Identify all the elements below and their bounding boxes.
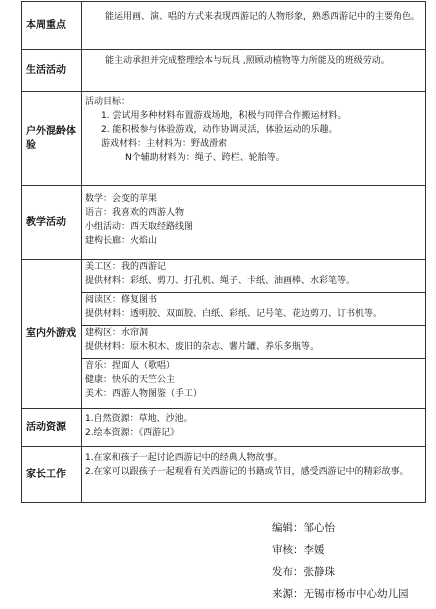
outdoor-line: 1. 尝试用多种材料布置游戏场地，积极与同伴合作搬运材料。 [101, 111, 347, 121]
outdoor-line: 活动目标： [85, 97, 131, 107]
indoor-area-building [82, 326, 426, 359]
row-resources [22, 409, 426, 447]
indoor-line: 美工区：我的西游记 [85, 262, 167, 272]
label-outdoor: 户外混龄体验 [22, 92, 82, 186]
outdoor-line: 游戏材料：主材料为：野战滑索 [101, 139, 228, 149]
content-teaching [82, 186, 426, 260]
row-indoor-area-3 [22, 326, 426, 359]
indoor-line: 阅读区：修复图书 [85, 295, 158, 305]
label-teaching: 教学活动 [22, 186, 82, 260]
teaching-line: 语言：我喜欢的西游人物 [85, 208, 185, 218]
editor-credit: 编辑：邹心怡 [272, 522, 335, 534]
indoor-line: 建构区：水帘洞 [85, 328, 149, 338]
outdoor-line: N个辅助材料为：绳子、跨栏、轮胎等。 [125, 153, 285, 163]
source-credit: 来源：无锡市杨市中心幼儿园 [272, 588, 409, 600]
indoor-line: 提供材料：原木积木、废旧的杂志、薯片罐、养乐多瓶等。 [85, 342, 320, 352]
label-indoor: 室内外游戏 [22, 260, 82, 409]
indoor-line: 音乐：捏面人（歌唱） [85, 361, 176, 371]
publisher-credit: 发布：张静珠 [272, 566, 335, 578]
row-teaching [22, 186, 426, 260]
indoor-area-art [82, 260, 426, 293]
row-focus [22, 2, 426, 50]
content-resources [82, 409, 426, 447]
row-indoor-area-4 [22, 359, 426, 409]
teaching-line: 小组活动：西天取经路线图 [85, 222, 194, 232]
resources-line: 1.自然资源：草地、沙池。 [85, 414, 193, 424]
life-text: 能主动承担并完成整理绘本与玩具 ,照顾动植物等力所能及的班级劳动。 [105, 56, 390, 66]
content-outdoor [82, 92, 426, 186]
indoor-area-reading [82, 293, 426, 326]
indoor-line: 健康：快乐的天竺公主 [85, 375, 176, 385]
resources-line: 2.绘本资源：《西游记》 [85, 428, 180, 438]
content-focus [82, 2, 426, 50]
indoor-line: 提供材料：透明胶、双面胶、白纸、彩纸、记号笔、花边剪刀、订书机等。 [85, 309, 383, 319]
outdoor-line: 2. 能积极参与体验游戏，动作协调灵活，体验运动的乐趣。 [101, 125, 338, 135]
row-parents [22, 447, 426, 503]
credits-block [272, 517, 409, 605]
label-focus: 本周重点 [22, 2, 82, 50]
row-indoor-area-2 [22, 293, 426, 326]
content-parents [82, 447, 426, 503]
content-life [82, 50, 426, 92]
row-indoor-area-1 [22, 260, 426, 293]
teaching-line: 数学：会变的苹果 [85, 194, 158, 204]
label-life: 生活活动 [22, 50, 82, 92]
indoor-line: 提供材料：彩纸、剪刀、打孔机、绳子、卡纸、油画棒、水彩笔等。 [85, 276, 356, 286]
row-life [22, 50, 426, 92]
parents-line: 2.在家可以跟孩子一起观看有关西游记的书籍或节目，感受西游记中的精彩故事。 [85, 467, 409, 477]
weekly-plan-table [21, 1, 426, 503]
label-parents: 家长工作 [22, 447, 82, 503]
label-resources: 活动资源 [22, 409, 82, 447]
indoor-area-arts [82, 359, 426, 409]
focus-text: 能运用画、演、唱的方式来表现西游记的人物形象，熟悉西游记中的主要角色。 [105, 12, 421, 22]
indoor-line: 美术：西游人物图鉴（手工） [85, 389, 203, 399]
reviewer-credit: 审核：李媛 [272, 544, 325, 556]
teaching-line: 建构长廊：火焰山 [85, 236, 158, 246]
row-outdoor [22, 92, 426, 186]
parents-line: 1.在家和孩子一起讨论西游记中的经典人物故事。 [85, 453, 283, 463]
